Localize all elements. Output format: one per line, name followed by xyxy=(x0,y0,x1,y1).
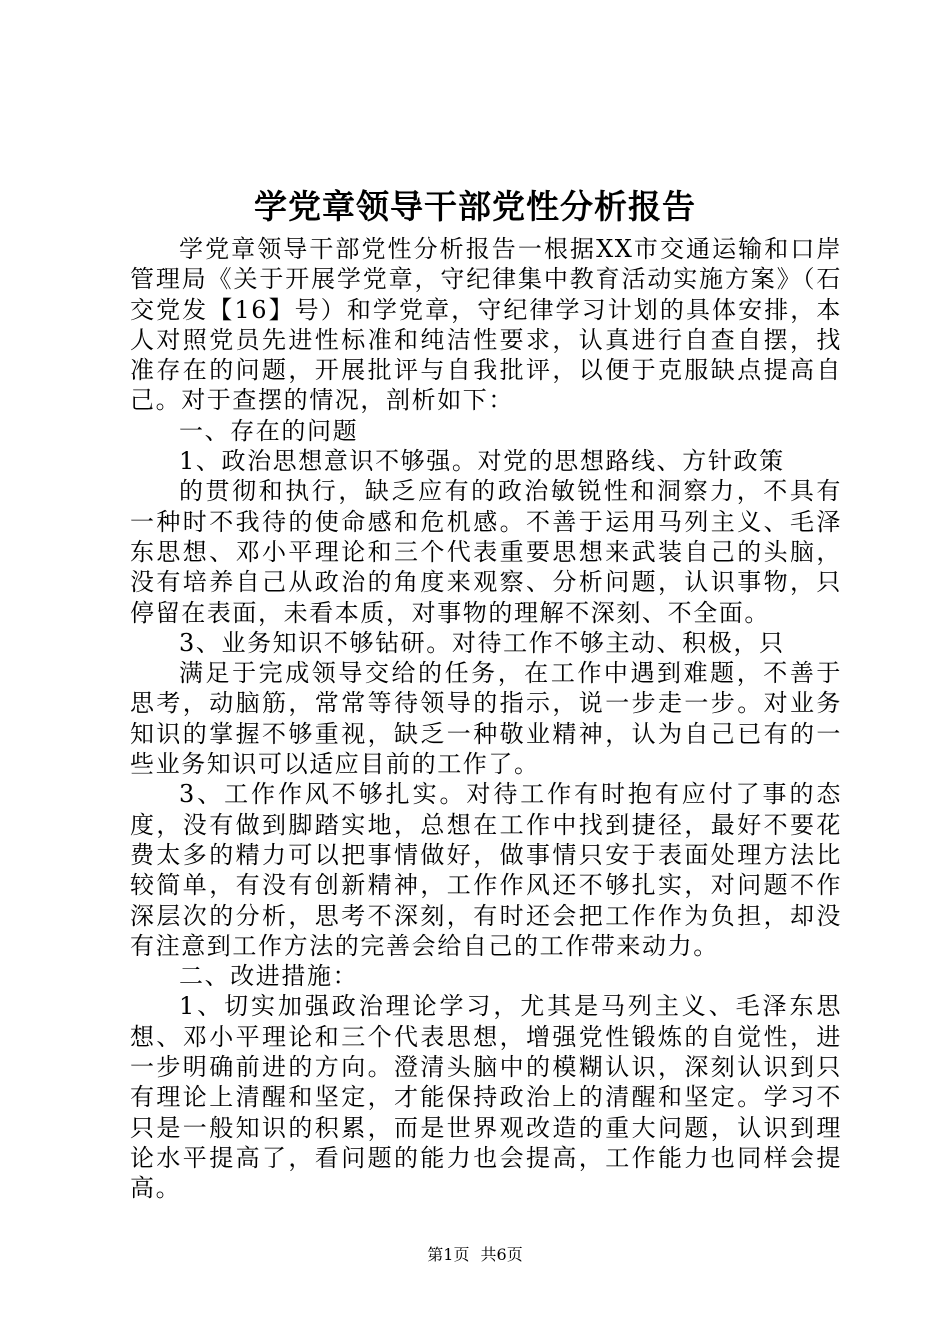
paragraph-item-2-body: 满足于完成领导交给的任务，在工作中遇到难题，不善于思考，动脑筋，常常等待领导的指示，说一步走一步。对业务知识的掌握不够重视，缺乏一种敬业精神，认为自己已有的一些业务知识可以适应目前的工作了。 xyxy=(130,659,842,779)
page-footer xyxy=(0,1244,950,1266)
paragraph-item-1-body: 的贯彻和执行，缺乏应有的政治敏锐性和洞察力，不具有一种时不我待的使命感和危机感。不善于运用马列主义、毛泽东思想、邓小平理论和三个代表重要思想来武装自己的头脑，没有培养自己从政治的角度来观察、分析问题，认识事物，只停留在表面，未看本质，对事物的理解不深刻、不全面。 xyxy=(130,477,842,627)
page-total: 共6页 xyxy=(480,1245,523,1264)
page-number: 第1页 xyxy=(427,1245,470,1264)
paragraph-intro: 学党章领导干部党性分析报告一根据XX市交通运输和口岸管理局《关于开展学党章，守纪律集中教育活动实施方案》（石交党发【16】号）和学党章，守纪律学习计划的具体安排，本人对照党员先进性标准和纯洁性要求，认真进行自查自摆，找准存在的问题，开展批评与自我批评，以便于克服缺点提高自己。对于查摆的情况，剖析如下： xyxy=(130,235,842,415)
paragraph-item-1-lead: 1、政治思想意识不够强。对党的思想路线、方针政策 xyxy=(179,447,785,476)
document-body xyxy=(130,234,842,1204)
paragraph-measure-1: 1、切实加强政治理论学习，尤其是马列主义、毛泽东思想、邓小平理论和三个代表思想，增强党性锻炼的自觉性，进一步明确前进的方向。澄清头脑中的模糊认识，深刻认识到只有理论上清醒和坚定，才能保持政治上的清醒和坚定。学习不只是一般知识的积累，而是世界观改造的重大问题，认识到理论水平提高了，看问题的能力也会提高，工作能力也同样会提高。 xyxy=(130,992,842,1203)
section-heading-problems: 一、存在的问题 xyxy=(179,416,359,445)
paragraph-item-3: 3、工作作风不够扎实。对待工作有时抱有应付了事的态度，没有做到脚踏实地，总想在工作中找到捷径，最好不要花费太多的精力可以把事情做好，做事情只安于表面处理方法比较简单，有没有创新精神，工作作风还不够扎实，对问题不作深层次的分析，思考不深刻，有时还会把工作作为负担，却没有注意到工作方法的完善会给自己的工作带来动力。 xyxy=(130,780,842,960)
document-title: 学党章领导干部党性分析报告 xyxy=(254,187,696,226)
paragraph-item-2-lead: 3、业务知识不够钻研。对待工作不够主动、积极，只 xyxy=(179,628,785,657)
section-heading-measures: 二、改进措施： xyxy=(179,962,359,991)
